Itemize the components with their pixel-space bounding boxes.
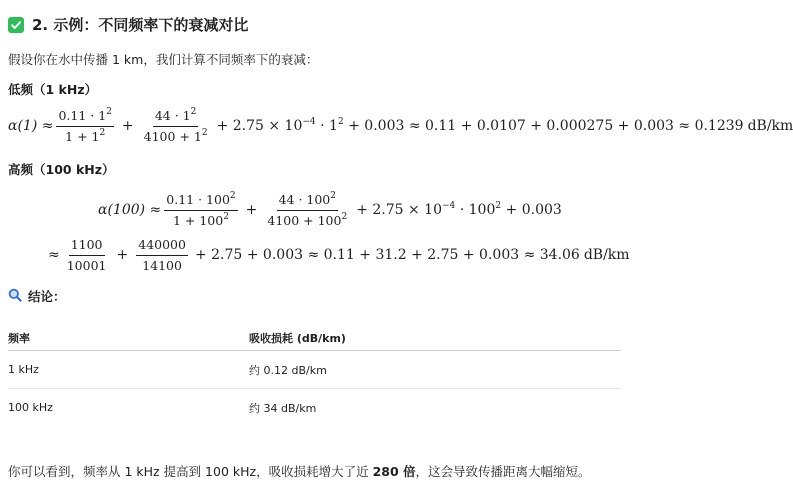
fraction: $\frac{44 \cdot 1^2}{4100 + 1^2}$ bbox=[143, 106, 208, 144]
fraction: $\frac{44 \cdot 100^2}{4100 + 100^2}$ bbox=[267, 190, 348, 228]
section-heading bbox=[8, 14, 248, 35]
summary-label: 结论： bbox=[28, 289, 66, 304]
table-header-cell: 频率 bbox=[8, 332, 30, 345]
low-frequency-formula: α(1) ≈ $\frac{0.11 \cdot 1^2}{1 + 1^2}$ + $\frac{44 \cdot 1^2}{4100 + 1^2}$ + $2.75 \times 10^{-4} \cdot 1^2 + 0.003 \approx 0.11 + 0.0107 + 0.000275 + 0.003 \approx 0.1239$ dB/km bbox=[8, 106, 793, 144]
unit-label: dB/km bbox=[747, 118, 793, 134]
high-frequency-formula-line2: ≈ $\frac{1100}{10001}$ + $\frac{440000}{14100}$ + 2.75 + 0.003 ≈ 0.11 + 31.2 + 2.75 + 0.003 ≈ 34.06 dB/km bbox=[48, 236, 630, 273]
high-frequency-formula-line1: α(100) ≈ $\frac{0.11 \cdot 100^2}{1 + 100^2}$ + $\frac{44 \cdot 100^2}{4100 + 100^2}$ + $2.75 \times 10^{-4} \cdot 100^2 + 0.003$ bbox=[98, 190, 562, 228]
comparison-table bbox=[8, 326, 621, 426]
section-title: 2. 示例：不同频率下的衰减对比 bbox=[32, 16, 249, 34]
high-frequency-title: 高频（100 kHz） bbox=[8, 162, 115, 177]
table-row bbox=[8, 351, 621, 389]
fraction: $\frac{440000}{14100}$ bbox=[138, 236, 186, 273]
intro-text: 假设你在水中传播 1 km，我们计算不同频率下的衰减： bbox=[8, 52, 319, 67]
unit-label: dB/km bbox=[583, 247, 630, 263]
magnifier-icon bbox=[8, 288, 22, 305]
table-cell: 100 kHz bbox=[8, 401, 53, 414]
table-header-row bbox=[8, 326, 621, 351]
check-icon bbox=[8, 17, 24, 33]
low-frequency-title: 低频（1 kHz） bbox=[8, 82, 98, 97]
fraction: $\frac{1100}{10001}$ bbox=[66, 236, 107, 273]
summary-heading bbox=[8, 287, 66, 305]
fraction: $\frac{0.11 \cdot 100^2}{1 + 100^2}$ bbox=[166, 190, 236, 228]
fraction: $\frac{0.11 \cdot 1^2}{1 + 1^2}$ bbox=[58, 106, 112, 144]
emphasis-value: 280 倍 bbox=[372, 464, 416, 479]
table-cell: 约 34 dB/km bbox=[249, 401, 317, 415]
table-header-cell: 吸收损耗 (dB/km) bbox=[249, 332, 346, 345]
conclusion-text: 你可以看到，频率从 1 kHz 提高到 100 kHz，吸收损耗增大了近 280 倍，这会导致传播距离大幅缩短。 bbox=[8, 464, 591, 479]
table-row bbox=[8, 389, 621, 426]
table-cell: 约 0.12 dB/km bbox=[249, 363, 327, 377]
table-cell: 1 kHz bbox=[8, 363, 39, 376]
